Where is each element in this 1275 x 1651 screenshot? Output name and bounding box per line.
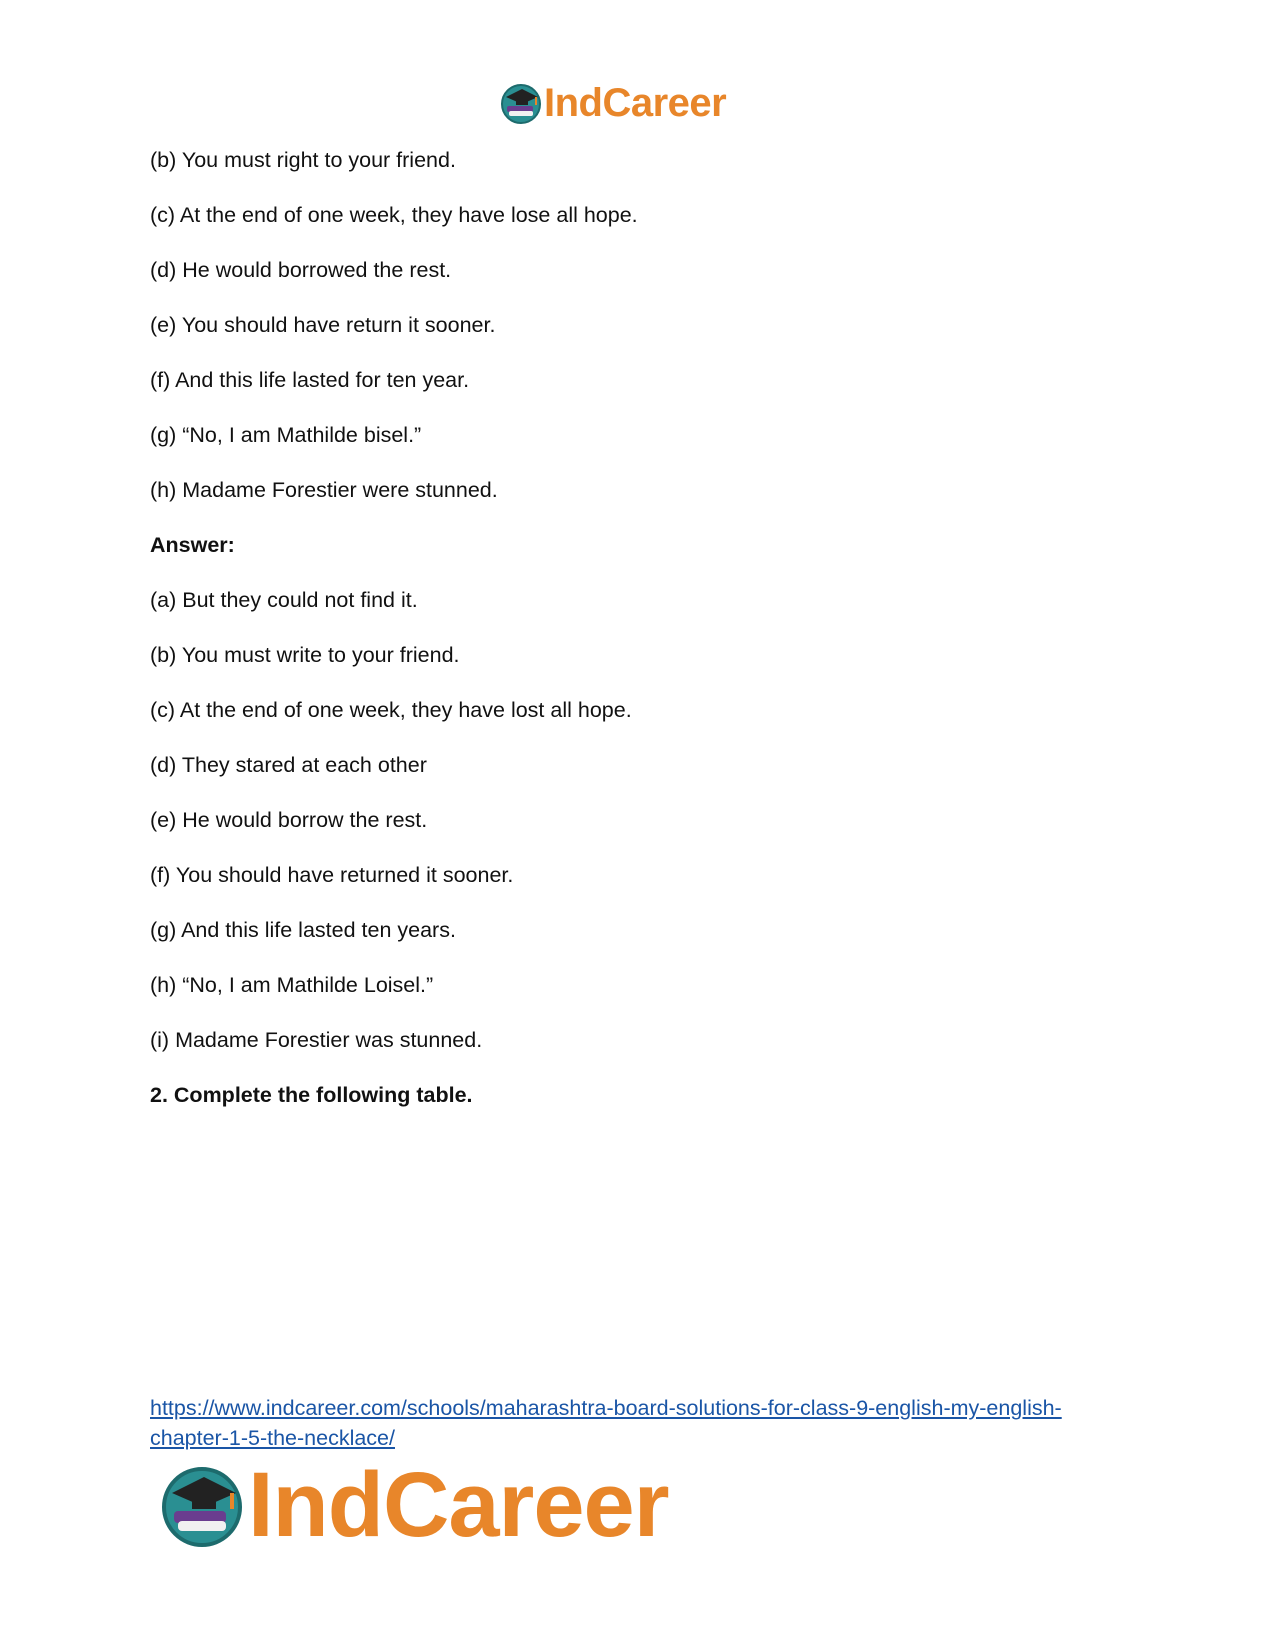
question-item: (f) And this life lasted for ten year. <box>150 368 470 392</box>
question-item: (h) Madame Forestier were stunned. <box>150 478 498 502</box>
answer-item: (h) “No, I am Mathilde Loisel.” <box>150 973 434 997</box>
answer-item: (b) You must write to your friend. <box>150 643 460 667</box>
footer-logo <box>160 1453 669 1556</box>
question-item: (g) “No, I am Mathilde bisel.” <box>150 423 422 447</box>
answer-item: (i) Madame Forestier was stunned. <box>150 1028 483 1052</box>
header-logo-text: IndCareer <box>544 80 727 125</box>
answer-item: (a) But they could not find it. <box>150 588 418 612</box>
question-item: (c) At the end of one week, they have lose all hope. <box>150 203 638 227</box>
answer-item: (f) You should have returned it sooner. <box>150 863 514 887</box>
question-item: (b) You must right to your friend. <box>150 148 456 172</box>
question-item: (d) He would borrowed the rest. <box>150 258 452 282</box>
answer-item: (c) At the end of one week, they have lost all hope. <box>150 698 632 722</box>
answer-item: (e) He would borrow the rest. <box>150 808 428 832</box>
graduation-cap-icon <box>160 1463 244 1547</box>
document-body <box>150 148 1130 1138</box>
answer-item: (g) And this life lasted ten years. <box>150 918 456 942</box>
section-heading: 2. Complete the following table. <box>150 1083 473 1107</box>
header-logo <box>500 80 726 126</box>
source-link[interactable]: https://www.indcareer.com/schools/maharashtra-board-solutions-for-class-9-english-my-english-chapter-1-5-the-necklace/ <box>150 1396 1062 1450</box>
footer-logo-text: IndCareer <box>248 1453 669 1556</box>
answer-heading: Answer: <box>150 533 235 557</box>
question-item: (e) You should have return it sooner. <box>150 313 496 337</box>
graduation-cap-icon <box>500 82 542 124</box>
answer-item: (d) They stared at each other <box>150 753 427 777</box>
